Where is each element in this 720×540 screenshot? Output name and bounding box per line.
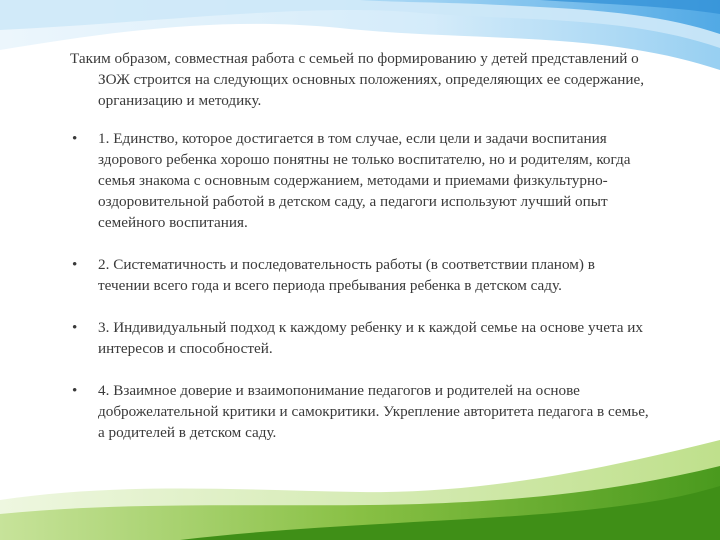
list-item-text: 2. Систематичность и последовательность работы (в соответствии планом) в течении всего года и всего периода пребывания ребенка в детском саду. [98,256,595,294]
bullet-icon: • [72,319,78,336]
list-item [70,128,650,233]
list-item-text: 3. Индивидуальный подход к каждому ребенку и к каждой семье на основе учета их интересов и способностей. [98,319,644,357]
list-item-text: 1. Единство, которое достигается в том случае, если цели и задачи воспитания здорового ребенка хорошо понятны не только воспитателю, но и родителям, когда семья знакома с основным содержанием, методами и приемами физкультурно-оздоровительной работой в детском саду, а педагоги используют лучший опыт семейного воспитания. [98,130,631,231]
list-item [70,254,650,296]
list-item [70,317,650,359]
bullet-icon: • [72,256,78,273]
bullet-icon: • [72,382,78,399]
list-item [70,380,650,443]
bullet-icon: • [72,130,78,147]
list-item-text: 4. Взаимное доверие и взаимопонимание педагогов и родителей на основе доброжелательной критики и самокритики. Укрепление авторитета педагога в семье, а родителей в детском саду. [98,382,649,441]
slide-content [70,48,650,464]
intro-paragraph: Таким образом, совместная работа с семьей по формированию у детей представлений о ЗОЖ строится на следующих основных положениях, определяющих ее содержание, организацию и методику. [70,50,645,109]
